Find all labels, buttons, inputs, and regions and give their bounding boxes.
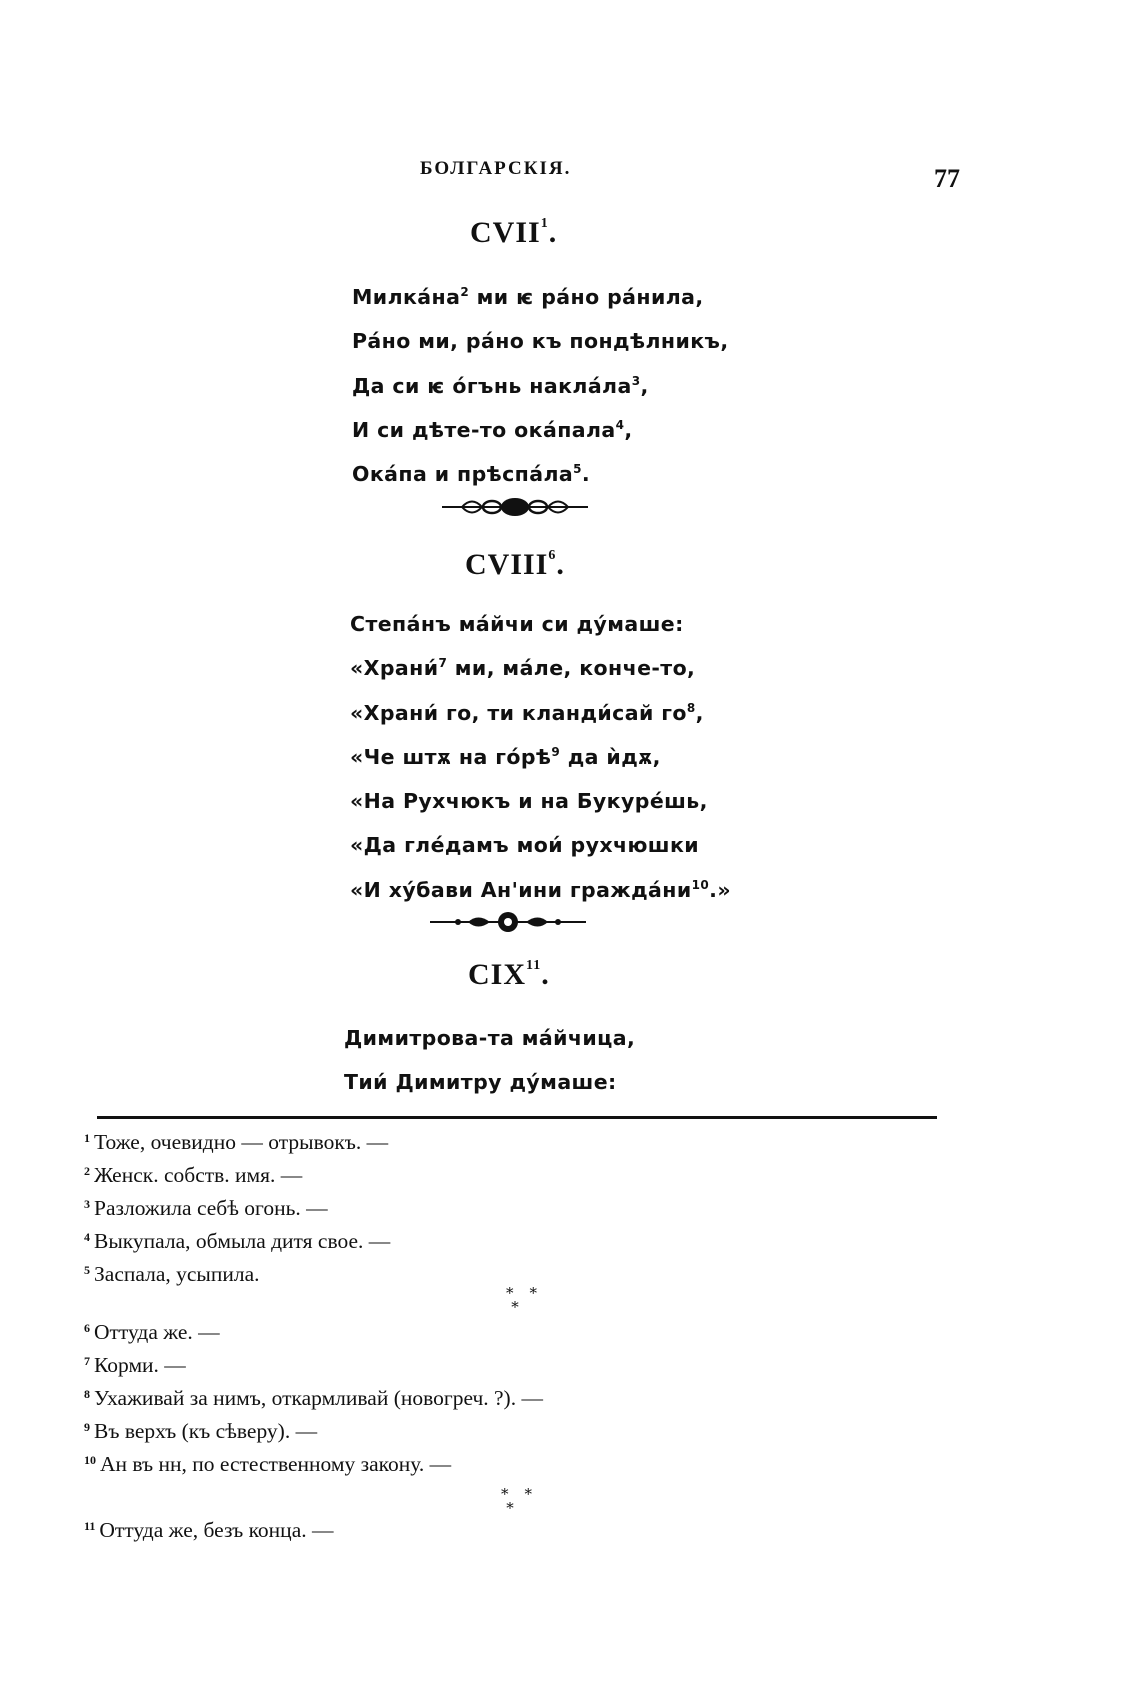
verse-line: Милкáна$^2$ ми ѥ рáно рáнила,: [352, 285, 704, 309]
footnote: $^1$ Тоже, очевидно — отрывокъ. —: [84, 1130, 389, 1154]
footnote-ref: 11: [526, 958, 542, 973]
song-title-cix: CIX$^{11}$.: [468, 958, 550, 991]
verse-line: И си дѣте-то окáпала$^4$,: [352, 417, 633, 442]
footnotes-cvii: [84, 1122, 390, 1287]
verse-line: «На Рухчюкъ и на Букурéшь,: [350, 789, 708, 814]
ornament-divider: [428, 909, 588, 935]
footnote: $^6$ Оттуда же. —: [84, 1320, 220, 1344]
verse-line: Димитрова-та мáйчица,: [344, 1026, 636, 1050]
song-numeral: CVIII: [465, 548, 549, 581]
footnote-ref: 1: [540, 216, 549, 231]
asterism-divider: ** *: [506, 1284, 553, 1316]
verse-line: Окáпа и прѣспáла$^5$.: [352, 462, 591, 487]
song-numeral: CVII: [470, 216, 541, 249]
song-title-cviii: CVIII$^6$.: [465, 548, 565, 581]
verse-cix: [344, 1011, 635, 1100]
footnote: $^{10}$ Ан въ нн, по естественному закону. —: [84, 1452, 452, 1476]
ornament-divider: [440, 494, 590, 520]
asterism-divider: ** *: [501, 1485, 548, 1517]
verse-line: Да си ѥ óгънь наклáла$^3$,: [352, 373, 649, 398]
verse-line: «Че штѫ на гóрѣ$^9$ да ѝдѫ,: [350, 744, 661, 769]
verse-line: «Храни́ го, ти кланди́сай $го^8$,: [350, 700, 704, 725]
footnotes-cix: [84, 1510, 333, 1543]
footnote-ref: 6: [548, 548, 557, 563]
footnote-rule: [97, 1116, 937, 1119]
verse-cvii: [352, 270, 729, 491]
footnote: $^7$ Корми. —: [84, 1353, 186, 1377]
footnotes-cviii: [84, 1312, 543, 1477]
verse-line: Тии́ Димитру дýмаше:: [344, 1070, 617, 1095]
verse-line: «Да глéдамъ мои́ рухчюшки: [350, 833, 700, 858]
verse-line: «И хýбави Ан'ини граждáни$^{10}$.»: [350, 877, 731, 902]
running-title: БОЛГАРСКІЯ.: [420, 158, 572, 179]
footnote: $^2$ Женск. собств. имя. —: [84, 1163, 303, 1187]
footnote: $^3$ Разложила себѣ огонь. —: [84, 1196, 328, 1220]
verse-line: Степáнъ мáйчи си дýмаше:: [350, 612, 684, 636]
verse-line: Рáно ми, рáно къ пондѣлникъ,: [352, 329, 729, 354]
verse-line: «Храни́$^7$ ми, мáле, конче-то,: [350, 656, 696, 681]
verse-cviii: [350, 597, 731, 907]
page-number: 77: [934, 164, 960, 193]
song-title-cvii: CVII$^1$.: [470, 216, 558, 249]
footnote: $^{11}$ Оттуда же, безъ конца. —: [84, 1518, 334, 1542]
footnote: $^9$ Въ верхъ (къ сѣверу). —: [84, 1419, 318, 1443]
footnote: $^4$ Выкупала, обмыла дитя свое. —: [84, 1229, 391, 1253]
song-numeral: CIX: [468, 958, 527, 991]
footnote: $^8$ Ухаживай за нимъ, откармливай (новогреч. ?). —: [84, 1386, 543, 1410]
footnote: $^5$ Заспала, усыпила.: [84, 1262, 260, 1286]
